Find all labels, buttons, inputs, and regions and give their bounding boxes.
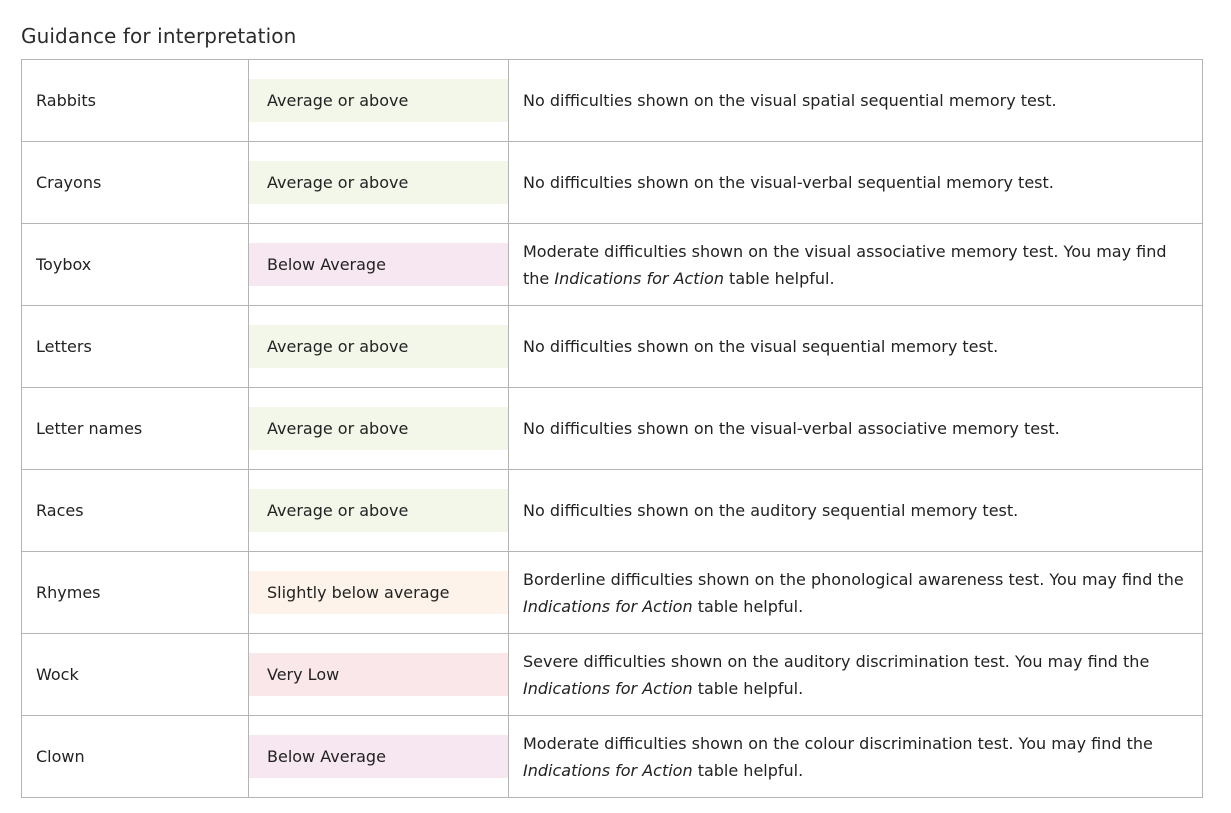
test-name-cell xyxy=(22,142,249,224)
table-row xyxy=(22,634,1203,716)
test-name: Toybox xyxy=(36,255,92,274)
result-badge: Slightly below average xyxy=(249,571,508,614)
guidance-cell xyxy=(509,716,1203,798)
guidance-text: Moderate difficulties shown on the visual associative memory test. You may find the Indications for Action table helpful. xyxy=(523,241,1167,288)
test-name: Rabbits xyxy=(36,91,96,110)
guidance-text: Moderate difficulties shown on the colour discrimination test. You may find the Indications for Action table helpful. xyxy=(523,733,1153,780)
guidance-text: Borderline difficulties shown on the phonological awareness test. You may find the Indications for Action table helpful. xyxy=(523,569,1184,616)
guidance-text: No difficulties shown on the auditory sequential memory test. xyxy=(523,501,1019,520)
guidance-cell xyxy=(509,60,1203,142)
result-cell xyxy=(249,634,509,716)
guidance-text: No difficulties shown on the visual sequential memory test. xyxy=(523,337,999,356)
table-row xyxy=(22,716,1203,798)
guidance-cell xyxy=(509,552,1203,634)
test-name-cell xyxy=(22,306,249,388)
guidance-cell xyxy=(509,306,1203,388)
indications-link-text: Indications for Action xyxy=(554,268,724,288)
test-name: Crayons xyxy=(36,173,102,192)
test-name: Clown xyxy=(36,747,85,766)
result-badge: Very Low xyxy=(249,653,508,696)
test-name-cell xyxy=(22,60,249,142)
test-name-cell xyxy=(22,716,249,798)
test-name-cell xyxy=(22,224,249,306)
guidance-text: No difficulties shown on the visual-verbal associative memory test. xyxy=(523,419,1060,438)
result-badge: Average or above xyxy=(249,79,508,122)
test-name: Wock xyxy=(36,665,79,684)
guidance-cell xyxy=(509,142,1203,224)
guidance-text: No difficulties shown on the visual-verbal sequential memory test. xyxy=(523,173,1054,192)
table-row xyxy=(22,306,1203,388)
result-cell xyxy=(249,60,509,142)
guidance-cell xyxy=(509,224,1203,306)
result-cell xyxy=(249,552,509,634)
interpretation-table xyxy=(21,59,1203,798)
test-name: Letter names xyxy=(36,419,143,438)
result-cell xyxy=(249,388,509,470)
result-cell xyxy=(249,716,509,798)
result-badge: Below Average xyxy=(249,243,508,286)
table-row xyxy=(22,60,1203,142)
guidance-cell xyxy=(509,470,1203,552)
guidance-text: Severe difficulties shown on the auditory discrimination test. You may find the Indications for Action table helpful. xyxy=(523,651,1150,698)
indications-link-text: Indications for Action xyxy=(523,678,693,698)
test-name-cell xyxy=(22,470,249,552)
test-name: Races xyxy=(36,501,84,520)
result-badge: Average or above xyxy=(249,407,508,450)
result-badge: Below Average xyxy=(249,735,508,778)
result-cell xyxy=(249,142,509,224)
test-name-cell xyxy=(22,552,249,634)
indications-link-text: Indications for Action xyxy=(523,760,693,780)
table-row xyxy=(22,224,1203,306)
guidance-text: No difficulties shown on the visual spatial sequential memory test. xyxy=(523,91,1057,110)
test-name-cell xyxy=(22,388,249,470)
result-badge: Average or above xyxy=(249,325,508,368)
result-badge: Average or above xyxy=(249,489,508,532)
result-cell xyxy=(249,470,509,552)
indications-link-text: Indications for Action xyxy=(523,596,693,616)
guidance-cell xyxy=(509,388,1203,470)
table-row xyxy=(22,388,1203,470)
test-name: Letters xyxy=(36,337,92,356)
guidance-cell xyxy=(509,634,1203,716)
test-name-cell xyxy=(22,634,249,716)
table-row xyxy=(22,142,1203,224)
result-cell xyxy=(249,306,509,388)
test-name: Rhymes xyxy=(36,583,101,602)
page-title: Guidance for interpretation xyxy=(21,24,297,48)
result-cell xyxy=(249,224,509,306)
result-badge: Average or above xyxy=(249,161,508,204)
table-row xyxy=(22,470,1203,552)
table-row xyxy=(22,552,1203,634)
